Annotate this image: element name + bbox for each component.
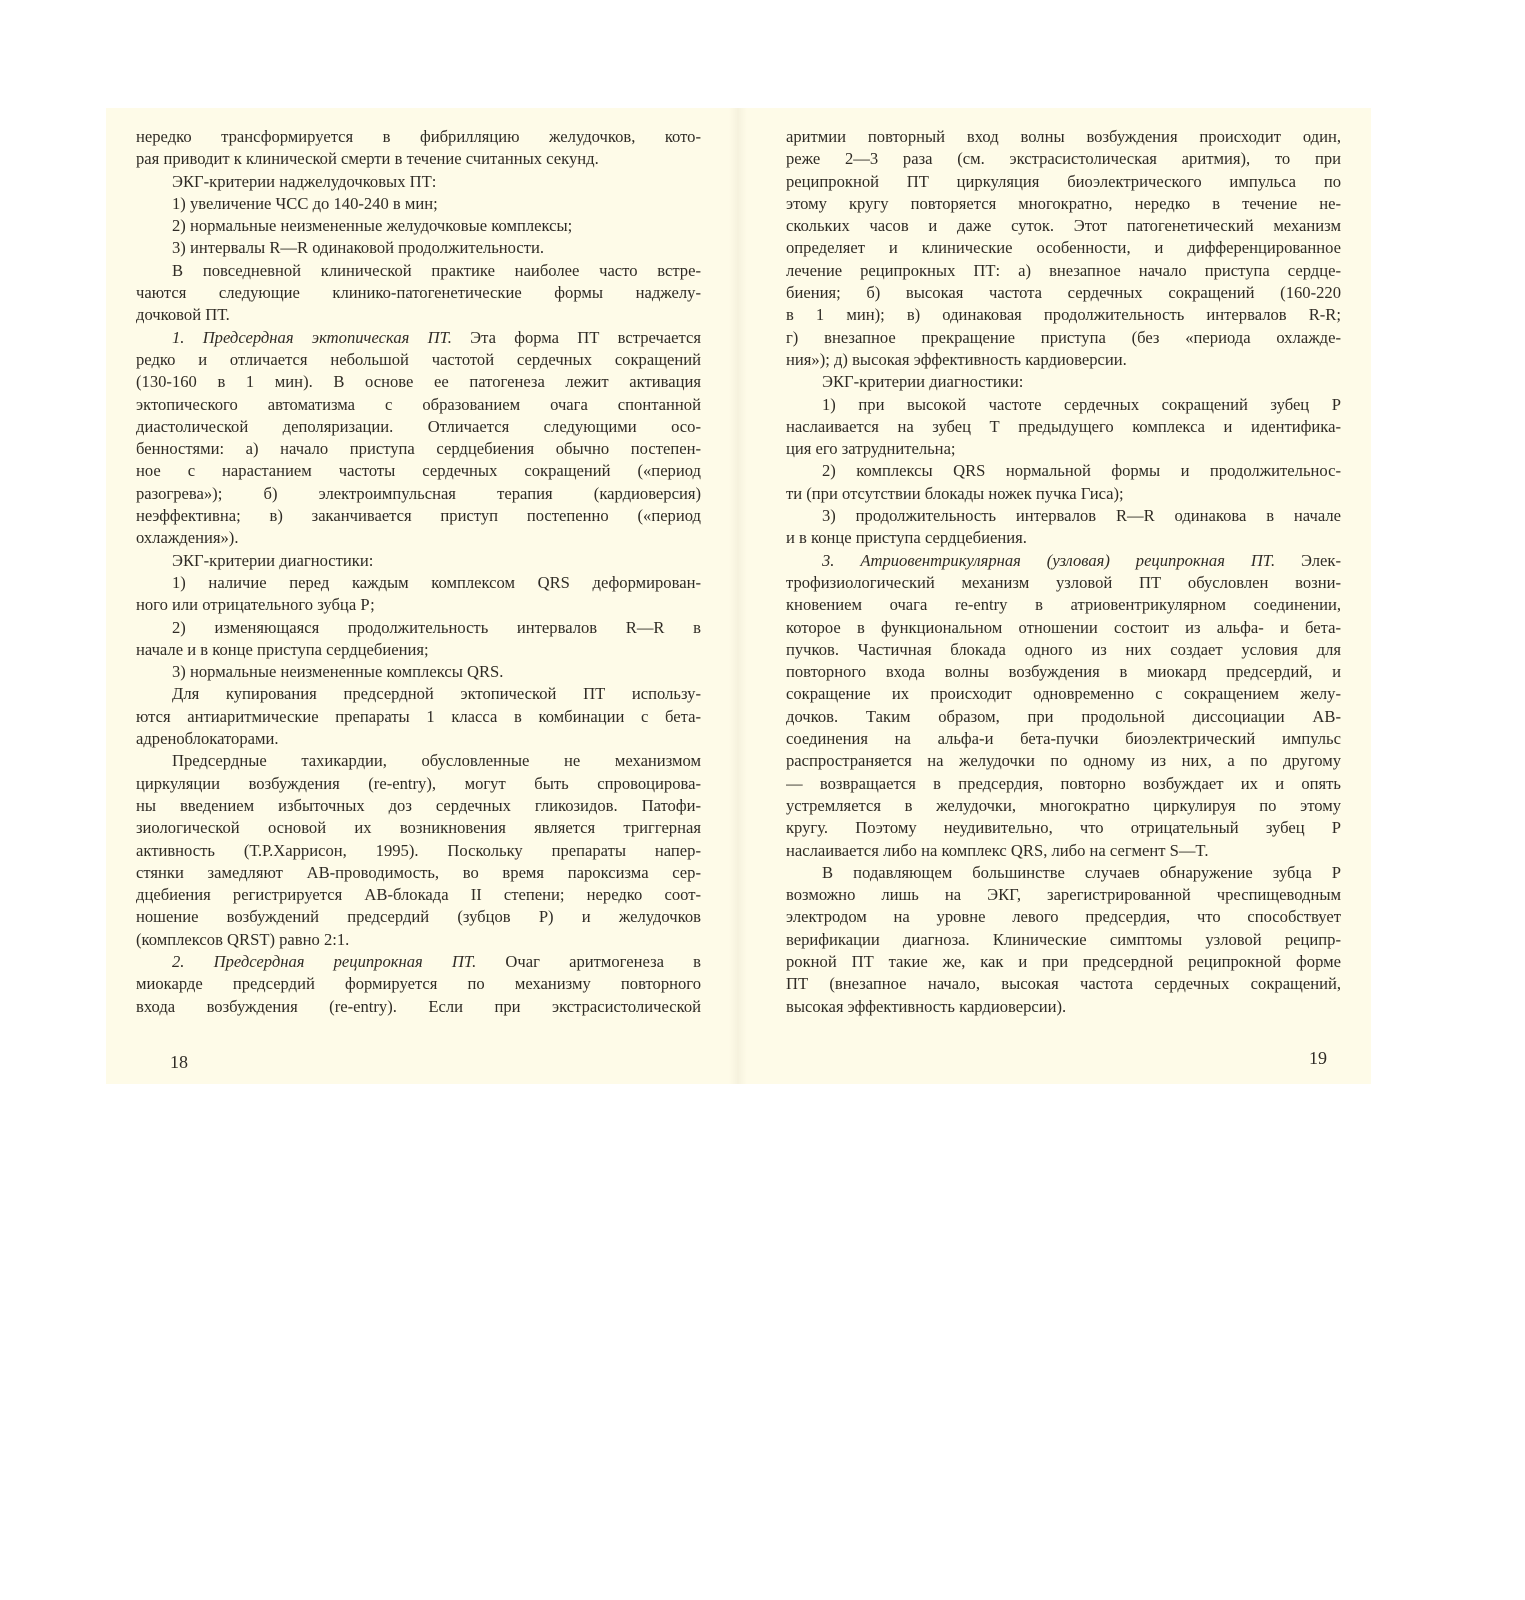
text-line: биения; б) высокая частота сердечных сокращений (160-220 — [786, 283, 1341, 303]
text-line: охлаждения»). — [136, 528, 239, 548]
text-line: 1) наличие перед каждым комплексом QRS деформирован- — [172, 572, 701, 592]
text-line: эктопического автоматизма с образованием очага спонтанной — [136, 394, 701, 414]
text-line: кругу. Поэтому неудивительно, что отрицательный зубец Р — [786, 818, 1341, 838]
text-line: ношение возбуждений предсердий (зубцов Р) и желудочков — [136, 907, 701, 927]
text-line: 1. Предсердная эктопическая ПТ. Эта форма ПТ встречается — [172, 327, 701, 347]
text-line: В подавляющем большинстве случаев обнаружение зубца Р — [822, 862, 1341, 882]
text-line: начале и в конце приступа сердцебиения; — [136, 639, 429, 659]
text-line: (130-160 в 1 мин). В основе ее патогенеза лежит активация — [136, 372, 701, 392]
right-page — [786, 126, 1341, 1018]
text-line: Для купирования предсердной эктопической ПТ использу- — [172, 684, 701, 704]
page-number: 18 — [170, 1052, 188, 1072]
text-line: ны введением избыточных доз сердечных гликозидов. Патофи- — [136, 795, 701, 815]
text-line: 2. Предсердная реципрокная ПТ. Очаг аритмогенеза в — [172, 951, 701, 971]
text-line: разогрева»); б) электроимпульсная терапия (кардиоверсия) — [136, 483, 701, 503]
text-line: 1) увеличение ЧСС до 140-240 в мин; — [172, 193, 438, 213]
text-line: 2) изменяющаяся продолжительность интервалов R—R в — [172, 617, 701, 637]
text-line: наслаивается либо на комплекс QRS, либо на сегмент S—T. — [786, 840, 1209, 860]
text-line: ЭКГ-критерии диагностики: — [822, 372, 1024, 392]
text-line: (комплексов QRST) равно 2:1. — [136, 929, 350, 949]
text-line: дочков. Таким образом, при продольной диссоциации АВ- — [786, 706, 1341, 726]
text-line: В повседневной клинической практике наиболее часто встре- — [172, 260, 701, 280]
text-line: высокая эффективность кардиоверсии). — [786, 996, 1067, 1016]
text-line: ция его затруднительна; — [786, 439, 956, 459]
text-line: 2) нормальные неизмененные желудочковые комплексы; — [172, 216, 573, 236]
text-line: электродом на уровне левого предсердия, что способствует — [786, 907, 1341, 927]
text-line: рая приводит к клинической смерти в течение считанных секунд. — [136, 149, 599, 169]
book-spread — [106, 108, 1371, 1084]
text-line: лечение реципрокных ПТ: а) внезапное начало приступа сердце- — [786, 260, 1341, 280]
text-line: кновением очага re-entry в атриовентрикулярном соединении, — [786, 595, 1341, 615]
text-line: адреноблокаторами. — [136, 729, 279, 749]
text-line: реципрокной ПТ циркуляция биоэлектрического импульса по — [786, 171, 1341, 191]
text-line: миокарде предсердий формируется по механизму повторного — [136, 974, 701, 994]
text-line: г) внезапное прекращение приступа (без «периода охлажде- — [786, 327, 1341, 347]
text-line: диастолической деполяризации. Отличается следующими осо- — [136, 416, 701, 436]
text-line: ЭКГ-критерии наджелудочковых ПТ: — [172, 171, 437, 191]
text-line: Предсердные тахикардии, обусловленные не механизмом — [172, 751, 701, 771]
text-line: возможно лишь на ЭКГ, зарегистрированной чреспищеводным — [786, 885, 1341, 905]
page-gutter — [729, 108, 747, 1084]
text-line: — возвращается в предсердия, повторно возбуждает их и опять — [786, 773, 1341, 793]
text-line: сокращение их происходит одновременно с сокращением желу- — [786, 684, 1341, 704]
text-line: наслаивается на зубец Т предыдущего комплекса и идентифика- — [786, 416, 1341, 436]
text-line: этому кругу повторяется многократно, нередко в течение не- — [786, 193, 1341, 213]
text-line: активность (Т.Р.Харрисон, 1995). Поскольку препараты напер- — [136, 840, 701, 860]
text-line: аритмии повторный вход волны возбуждения происходит один, — [786, 127, 1341, 146]
text-line: и в конце приступа сердцебиения. — [786, 528, 1027, 548]
text-line: верификации диагноза. Клинические симптомы узловой реципр- — [786, 929, 1341, 949]
text-line: 3) интервалы R—R одинаковой продолжительности. — [172, 238, 545, 258]
text-line: ЭКГ-критерии диагностики: — [172, 550, 374, 570]
text-line: рокной ПТ такие же, как и при предсердной реципрокной форме — [786, 951, 1341, 971]
text-line: нередко трансформируется в фибрилляцию желудочков, кото- — [136, 127, 701, 146]
text-line: повторного входа волны возбуждения в миокард предсердий, и — [786, 662, 1341, 682]
text-line: дочковой ПТ. — [136, 305, 230, 325]
text-line: ПТ (внезапное начало, высокая частота сердечных сокращений, — [786, 974, 1341, 994]
text-line: в 1 мин); в) одинаковая продолжительность интервалов R-R; — [786, 305, 1341, 325]
text-line: 1) при высокой частоте сердечных сокращений зубец Р — [822, 394, 1341, 414]
left-page — [136, 126, 701, 1018]
text-line: пучков. Частичная блокада одного из них создает условия для — [786, 639, 1341, 659]
text-line: 3) продолжительность интервалов R—R одинакова в начале — [822, 506, 1341, 526]
text-line: чаются следующие клинико-патогенетические формы наджелу- — [136, 283, 701, 303]
text-line: входа возбуждения (re-entry). Если при экстрасистолической — [136, 996, 701, 1016]
text-line: неэффективна; в) заканчивается приступ постепенно («период — [136, 506, 701, 526]
text-line: которое в функциональном отношении состоит из альфа- и бета- — [786, 617, 1341, 637]
text-line: реже 2—3 раза (см. экстрасистолическая аритмия), то при — [786, 149, 1341, 169]
text-line: ются антиаритмические препараты 1 класса в комбинации с бета- — [136, 706, 701, 726]
text-line: ное с нарастанием частоты сердечных сокращений («период — [136, 461, 701, 481]
text-line: определяет и клинические особенности, и дифференцированное — [786, 238, 1341, 258]
text-line: циркуляции возбуждения (re-entry), могут быть спровоцирова- — [136, 773, 701, 793]
text-line: бенностями: а) начало приступа сердцебиения обычно постепен- — [136, 439, 701, 459]
text-line: 3) нормальные неизмененные комплексы QRS. — [172, 662, 504, 682]
text-line: ния»); д) высокая эффективность кардиоверсии. — [786, 349, 1127, 369]
text-line: соединения на альфа-и бета-пучки биоэлектрический импульс — [786, 729, 1341, 749]
text-line: трофизиологический механизм узловой ПТ обусловлен возни- — [786, 572, 1341, 592]
text-line: зиологической основой их возникновения является триггерная — [136, 818, 701, 838]
text-line: редко и отличается небольшой частотой сердечных сокращений — [136, 349, 701, 369]
text-line: дцебиения регистрируется АВ-блокада II степени; нередко соот- — [136, 885, 701, 905]
text-line: 2) комплексы QRS нормальной формы и продолжительнос- — [822, 461, 1341, 481]
page-number: 19 — [1309, 1048, 1327, 1068]
text-line: ного или отрицательного зубца Р; — [136, 595, 375, 615]
text-line: распространяется на желудочки по одному из них, а по другому — [786, 751, 1341, 771]
text-line: скольких часов и даже суток. Этот патогенетический механизм — [786, 216, 1341, 236]
text-line: 3. Атриовентрикулярная (узловая) реципрокная ПТ. Элек- — [822, 550, 1341, 570]
text-line: устремляется в желудочки, многократно циркулируя по этому — [786, 795, 1341, 815]
text-line: ти (при отсутствии блокады ножек пучка Гиса); — [786, 483, 1124, 503]
text-line: стянки замедляют АВ-проводимость, во время пароксизма сер- — [136, 862, 701, 882]
